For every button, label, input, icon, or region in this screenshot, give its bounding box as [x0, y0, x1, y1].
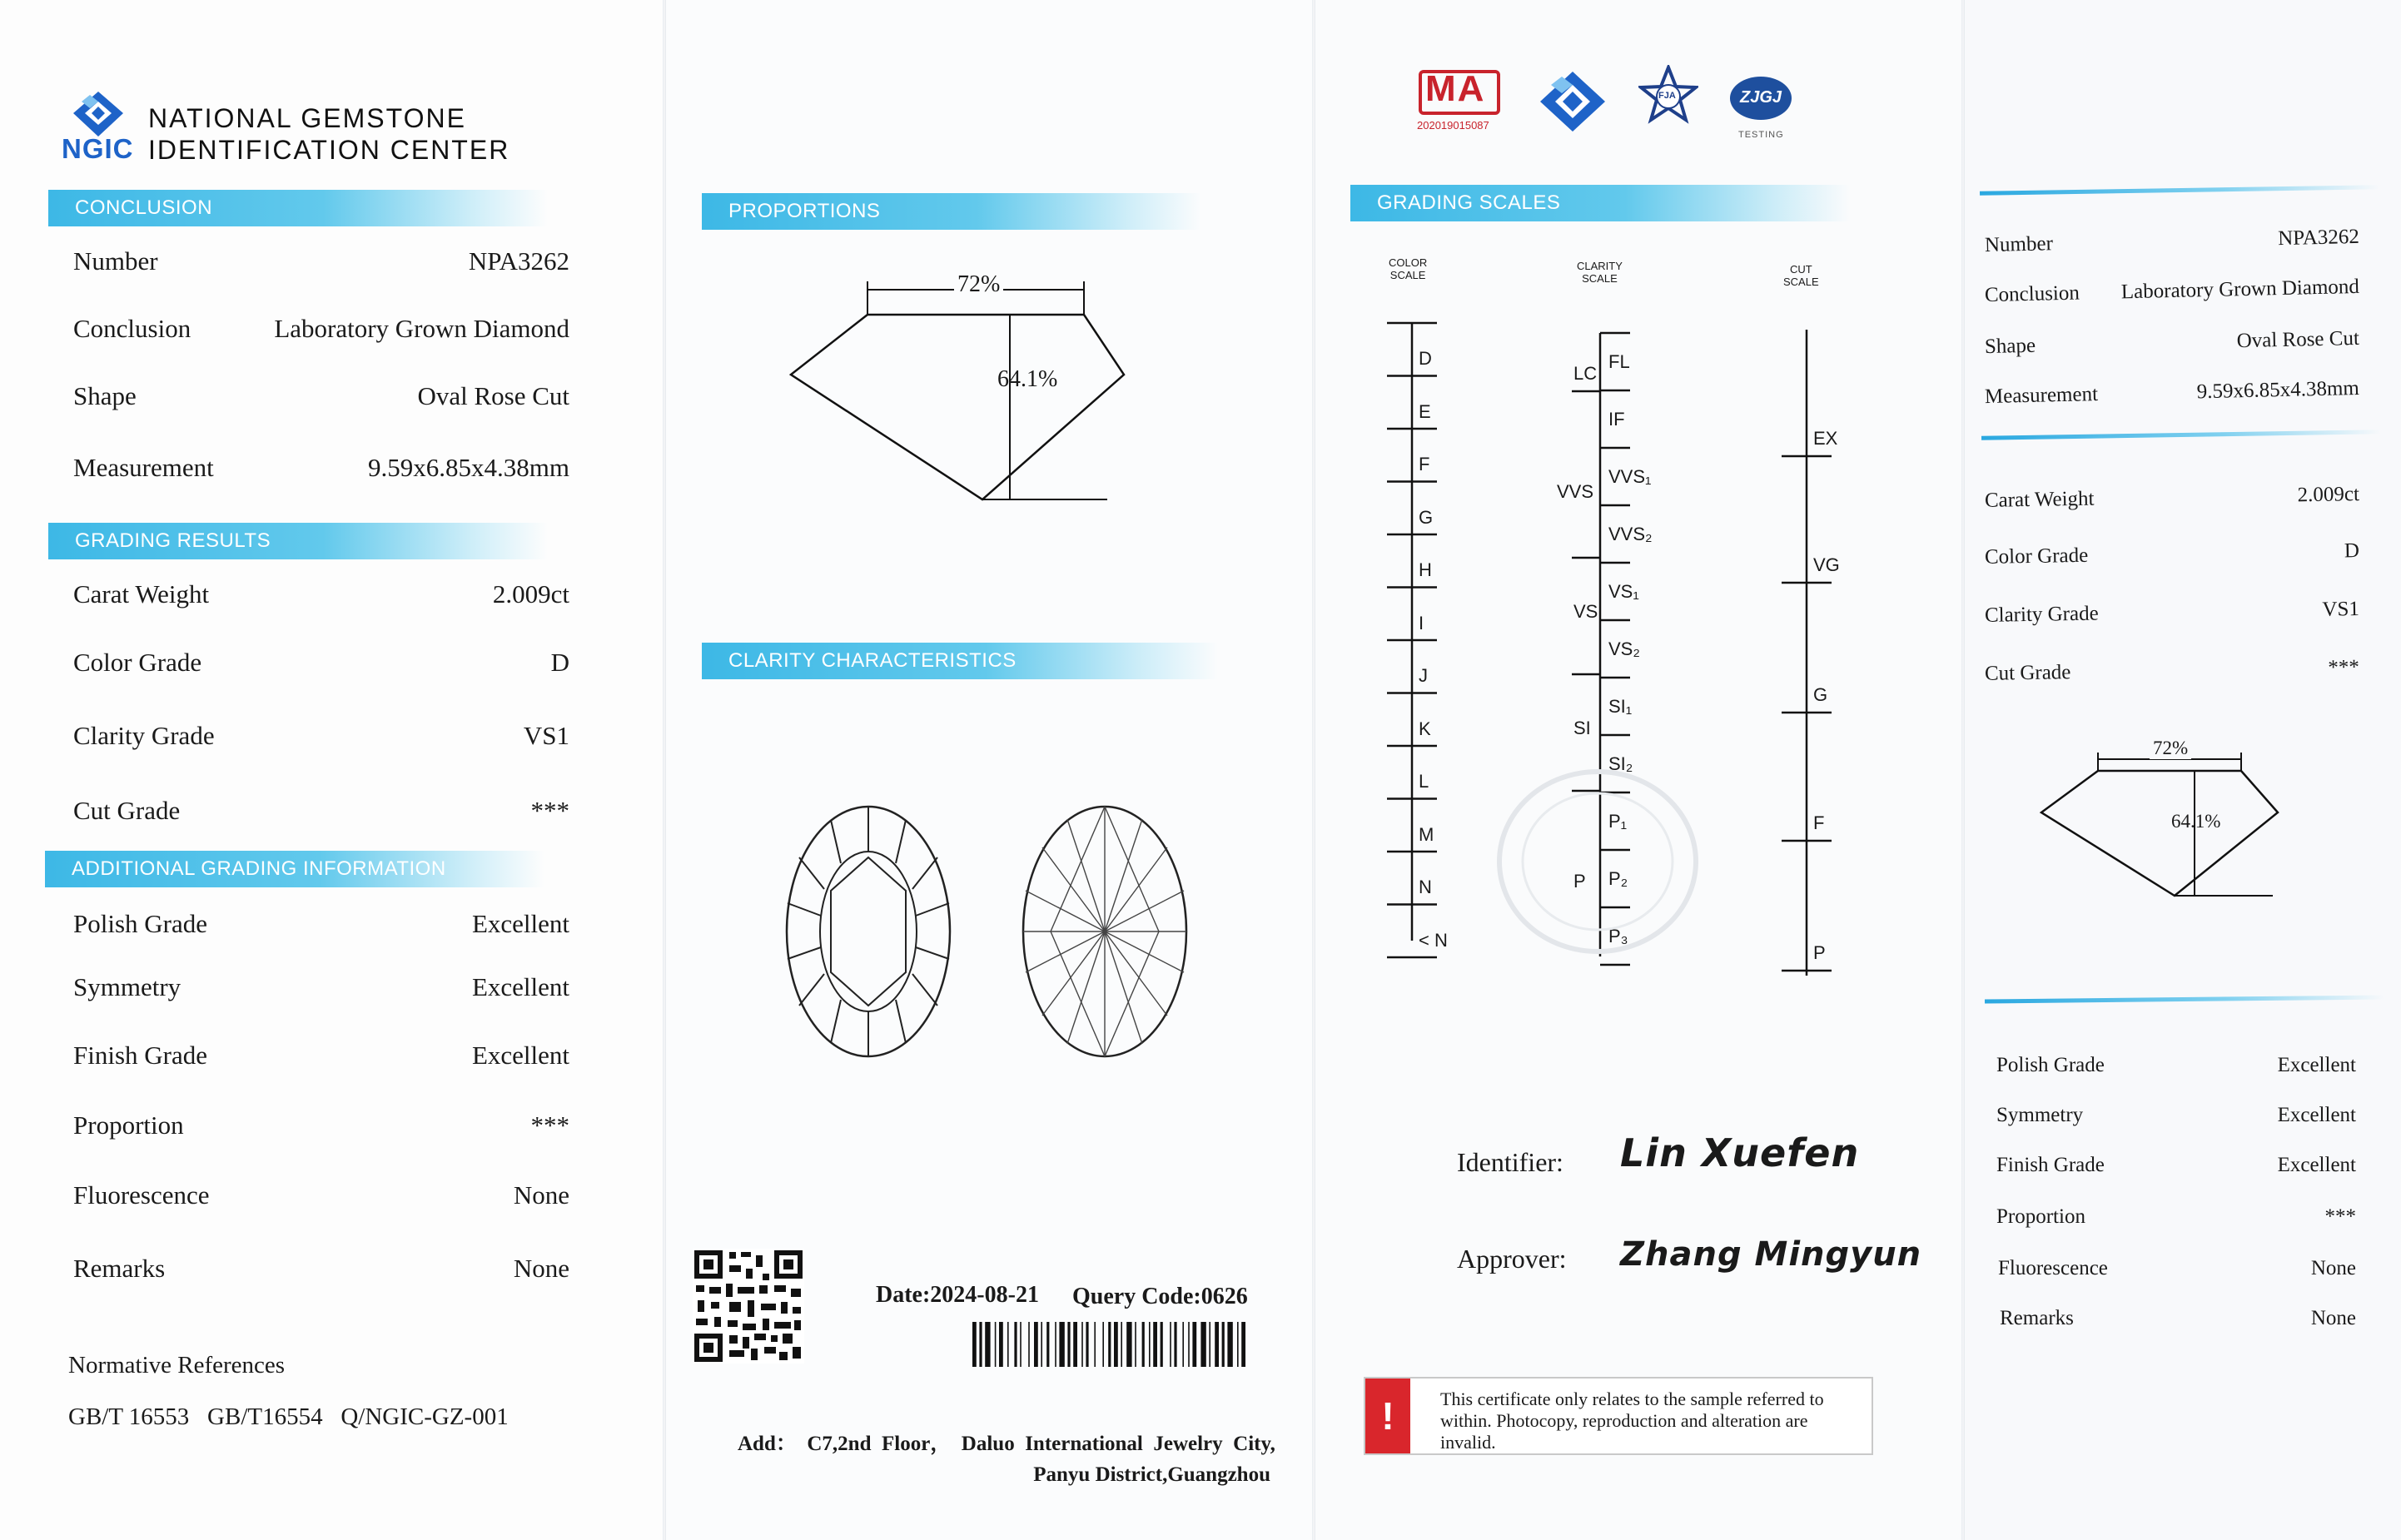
cma-logo-text: MA: [1425, 68, 1486, 109]
normative-refs: GB/T 16553 GB/T16554 Q/NGIC-GZ-001: [68, 1403, 509, 1430]
clarity-grade-label: SI₂: [1608, 753, 1633, 774]
address-line-1: Add： C7,2nd Floor， Daluo International Jewelry City,: [738, 1433, 1275, 1455]
grading-row-clarity: Clarity Grade VS1: [73, 721, 569, 750]
grading-results-header: GRADING RESULTS: [48, 523, 548, 559]
grading-row-cut: Cut Grade ***: [73, 796, 569, 825]
clarity-group-label: VVS: [1557, 481, 1594, 502]
brand-line-2: IDENTIFICATION CENTER: [148, 135, 510, 165]
color-grade-label: N: [1419, 877, 1432, 897]
summary-row-symmetry: Symmetry Excellent: [1996, 1104, 2356, 1126]
conclusion-header: CONCLUSION: [48, 190, 548, 226]
proportions-header: PROPORTIONS: [702, 193, 1201, 230]
summary-row-fluorescence: Fluorescence None: [1998, 1257, 2356, 1279]
cut-grade-label: G: [1813, 684, 1828, 705]
summary-table-percentage: 72%: [2150, 738, 2191, 759]
brand-line-1: NATIONAL GEMSTONE: [148, 103, 466, 133]
cut-grade-label: EX: [1813, 428, 1838, 449]
summary-row-cut: Cut Grade ***: [1984, 656, 2360, 685]
clarity-grade-label: VVS₁: [1608, 466, 1652, 487]
conclusion-row-shape: Shape Oval Rose Cut: [73, 381, 569, 410]
additional-row-fluorescence: Fluorescence None: [73, 1180, 569, 1210]
conclusion-row-measurement: Measurement 9.59x6.85x4.38mm: [73, 453, 569, 482]
color-grade-label: M: [1419, 823, 1434, 845]
clarity-group-label: VS: [1573, 601, 1598, 622]
additional-row-polish: Polish Grade Excellent: [73, 909, 569, 938]
clarity-grade-label: P₂: [1608, 868, 1628, 889]
identifier-signature: Lin Xuefen: [1620, 1130, 1860, 1175]
clarity-grade-label: IF: [1608, 409, 1625, 430]
clarity-grade-label: SI₁: [1608, 696, 1633, 717]
address-line-2: Panyu District,Guangzhou: [1033, 1463, 1270, 1486]
clarity-grade-label: VS₂: [1608, 638, 1640, 659]
clarity-grade-label: FL: [1608, 351, 1630, 372]
proportions-panel: [666, 0, 1312, 1540]
clarity-grade-label: VVS₂: [1608, 524, 1653, 544]
barcode-icon: [971, 1322, 1250, 1367]
color-scale-label: COLOR SCALE: [1389, 256, 1428, 281]
conclusion-row-number: Number NPA3262: [73, 246, 569, 276]
clarity-group-label: P: [1573, 871, 1586, 892]
clarity-grade-label: P₁: [1608, 811, 1628, 832]
color-grade-label: J: [1419, 665, 1428, 686]
validity-notice: [1364, 1377, 1873, 1455]
alert-icon: !: [1365, 1379, 1410, 1453]
notice-text: This certificate only relates to the sample referred to within. Photocopy, reproduction and alteration are invalid.: [1440, 1388, 1824, 1453]
summary-row-carat: Carat Weight 2.009ct: [1984, 483, 2360, 512]
oval-pavilion-diagram: [1017, 799, 1192, 1064]
additional-header: ADDITIONAL GRADING INFORMATION: [45, 851, 544, 887]
grading-row-carat: Carat Weight 2.009ct: [73, 579, 569, 609]
certificate-panel-main: [0, 0, 663, 1540]
zjgj-logo-text: ZJGJ: [1740, 88, 1782, 107]
grading-scales-header: GRADING SCALES: [1350, 185, 1850, 221]
cut-grade-label: P: [1813, 942, 1826, 963]
color-grade-label: D: [1419, 348, 1432, 369]
oval-crown-diagram: [781, 799, 956, 1064]
approver-label: Approver:: [1457, 1244, 1567, 1274]
color-grade-label: F: [1419, 454, 1430, 474]
conclusion-row-conclusion: Conclusion Laboratory Grown Diamond: [73, 314, 569, 343]
color-grade-label: < N: [1419, 929, 1448, 951]
summary-row-polish: Polish Grade Excellent: [1996, 1054, 2356, 1076]
summary-row-clarity: Clarity Grade VS1: [1984, 598, 2360, 627]
summary-divider: [1980, 185, 2379, 196]
summary-row-conclusion: Conclusion Laboratory Grown Diamond: [1984, 275, 2360, 307]
additional-row-proportion: Proportion ***: [73, 1110, 569, 1140]
depth-percentage: 64.1%: [997, 366, 1058, 392]
color-grade-label: K: [1419, 718, 1431, 739]
table-percentage: 72%: [954, 271, 1003, 298]
proportion-diagram: [783, 266, 1182, 516]
summary-divider: [1985, 995, 2384, 1003]
additional-row-finish: Finish Grade Excellent: [73, 1041, 569, 1070]
summary-depth-percentage: 64.1%: [2171, 811, 2221, 832]
ngic-logo-icon: [72, 90, 125, 138]
logo-text: NGIC: [62, 133, 134, 164]
summary-row-number: Number NPA3262: [1984, 225, 2360, 257]
color-grade-label: E: [1419, 400, 1431, 422]
report-date: Date:2024-08-21: [876, 1282, 1039, 1308]
color-grade-label: I: [1419, 612, 1424, 633]
clarity-group-label: SI: [1573, 718, 1591, 738]
identifier-label: Identifier:: [1457, 1147, 1563, 1177]
qr-code-icon[interactable]: [693, 1249, 804, 1364]
clarity-scale-label: CLARITY SCALE: [1577, 260, 1623, 285]
color-grade-label: H: [1419, 559, 1432, 580]
approver-signature: Zhang Mingyun: [1620, 1235, 1922, 1274]
cma-number: 202019015087: [1417, 119, 1489, 132]
summary-row-color: Color Grade D: [1984, 539, 2360, 569]
cut-scale-label: CUT SCALE: [1783, 263, 1819, 288]
additional-row-remarks: Remarks None: [73, 1254, 569, 1283]
summary-row-proportion: Proportion ***: [1996, 1205, 2356, 1228]
zjgj-sub-text: TESTING: [1738, 130, 1784, 140]
clarity-grade-label: P₃: [1608, 926, 1628, 946]
cut-grade-label: VG: [1813, 554, 1840, 575]
clarity-grade-label: VS₁: [1608, 581, 1639, 602]
grading-row-color: Color Grade D: [73, 648, 569, 677]
fja-logo-text: FJA: [1658, 91, 1676, 101]
color-grade-label: G: [1419, 506, 1434, 528]
summary-row-shape: Shape Oval Rose Cut: [1984, 326, 2360, 359]
summary-row-remarks: Remarks None: [2000, 1307, 2356, 1329]
clarity-characteristics-header: CLARITY CHARACTERISTICS: [702, 643, 1218, 679]
seal-watermark-icon: [1494, 766, 1702, 957]
grading-scales-panel: [1315, 0, 1961, 1540]
additional-row-symmetry: Symmetry Excellent: [73, 972, 569, 1001]
summary-row-finish: Finish Grade Excellent: [1996, 1154, 2356, 1176]
color-grade-label: L: [1419, 771, 1429, 792]
summary-divider: [1981, 430, 2381, 440]
cut-grade-label: F: [1813, 812, 1825, 833]
summary-row-measurement: Measurement 9.59x6.85x4.38mm: [1984, 376, 2360, 409]
normative-title: Normative References: [68, 1352, 286, 1379]
clarity-group-label: LC: [1573, 363, 1598, 384]
query-code: Query Code:0626: [1072, 1284, 1248, 1309]
